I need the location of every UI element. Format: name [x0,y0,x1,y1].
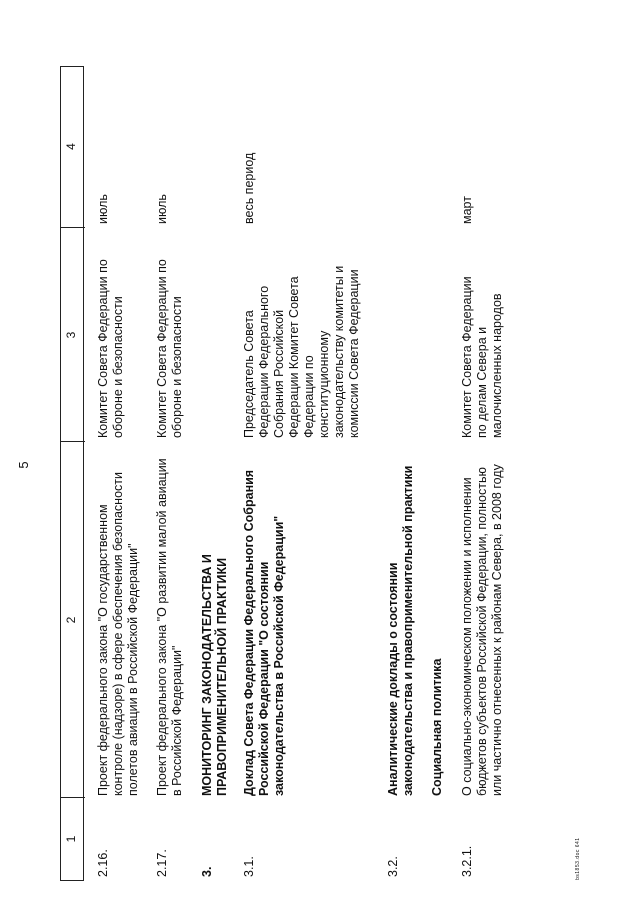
page-number: 5 [16,461,31,469]
column-header-3: 3 [64,331,78,339]
column-header-2: 2 [64,616,78,624]
row-title: Проект федерального закона "О государственном контроле (надзоре) в сфере обеспечения безопасности полетов авиации в Российской Федерации" [96,472,140,796]
row-responsible: Комитет Совета Федерации по обороне и безопасности [155,259,184,438]
row-responsible: Комитет Совета Федерации по обороне и безопасности [96,259,125,438]
row-title: Проект федерального закона "О развитии малой авиации в Российской Федерации" [155,458,184,796]
table-header-row [60,66,84,881]
row-term: июль [96,194,110,224]
row-number: 3. [200,866,214,877]
row-number: 2.16. [96,849,110,877]
row-number: 3.2. [386,856,400,877]
row-responsible: Комитет Совета Федерации по делам Севера и малочисленных народов [460,276,504,438]
column-header-1: 1 [64,835,78,843]
row-number: 2.17. [155,849,169,877]
row-term: июль [155,194,169,224]
document-table [60,66,558,881]
row-number: 3.2.1. [460,845,474,877]
section-heading: МОНИТОРИНГ ЗАКОНОДАТЕЛЬСТВА И ПРАВОПРИМЕНИТЕЛЬНОЙ ПРАКТИКИ [200,554,229,796]
row-number: 3.1. [242,856,256,877]
document-code: bs1853.doc 641 [575,837,581,880]
row-term: март [460,196,474,224]
subsection-heading: Социальная политика [430,658,444,796]
column-header-4: 4 [64,143,78,150]
row-title: Доклад Совета Федерации Федерального Собрания Российской Федерации "О состоянии законодательства в Российской Федерации" [242,469,286,796]
row-title: Аналитические доклады о состоянии законодательства и правоприменительной практики [386,465,415,796]
row-title: О социально-экономическом положении и исполнении бюджетов субъектов Российской Федерации, полностью или частично отнесенных к районам Севера, в 2008 году [460,464,504,796]
row-responsible: Председатель Совета Федерации Федерального Собрания Российской Федерации Комитет Совета Федерации по конституционному законодательству комитеты и комиссии Совета Федерации [242,265,361,438]
row-term: весь период [242,152,256,224]
